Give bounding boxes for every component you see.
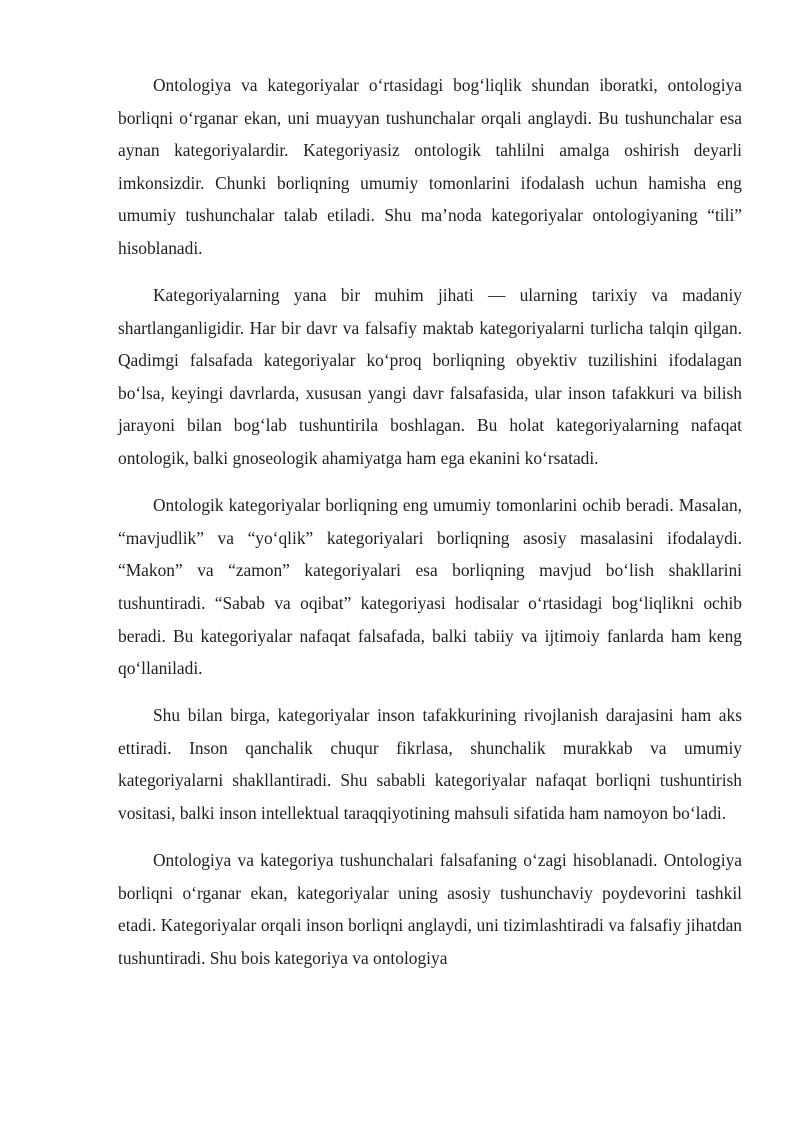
paragraph-3: Ontologik kategoriyalar borliqning eng umumiy tomonlarini ochib beradi. Masalan, “mavjudlik” va “yo‘qlik” kategoriyalari borliqning asosiy masalasini ifodalaydi. “Makon” va “zamon” kategoriyalari esa borliqning mavjud bo‘lish shakllarini tushuntiradi. “Sabab va oqibat” kategoriyasi hodisalar o‘rtasidagi bog‘liqlikni ochib beradi. Bu kategoriyalar nafaqat falsafada, balki tabiiy va ijtimoiy fanlarda ham keng qo‘llaniladi. bbox=[118, 495, 742, 679]
paragraph-1: Ontologiya va kategoriyalar o‘rtasidagi bog‘liqlik shundan iboratki, ontologiya borliqni o‘rganar ekan, uni muayyan tushunchalar orqali anglaydi. Bu tushunchalar esa aynan kategoriyalardir. Kategoriyasiz ontologik tahlilni amalga oshirish deyarli imkonsizdir. Chunki borliqning umumiy tomonlarini ifodalash uchun hamisha eng umumiy tushunchalar talab etiladi. Shu ma’noda kategoriyalar ontologiyaning “tili” hisoblanadi. bbox=[118, 75, 742, 258]
paragraph-5: Ontologiya va kategoriya tushunchalari falsafaning o‘zagi hisoblanadi. Ontologiya borliqni o‘rganar ekan, kategoriyalar uning asosiy tushunchaviy poydevorini tashkil etadi. Kategoriyalar orqali inson borliqni anglaydi, uni tizimlashtiradi va falsafiy jihatdan tushuntiradi. Shu bois kategoriya va ontologiya bbox=[118, 850, 742, 968]
paragraph-2: Kategoriyalarning yana bir muhim jihati — ularning tarixiy va madaniy shartlanganligidir. Har bir davr va falsafiy maktab kategoriyalarni turlicha talqin qilgan. Qadimgi falsafada kategoriyalar ko‘proq borliqning obyektiv tuzilishini ifodalagan bo‘lsa, keyingi davrlarda, xususan yangi davr falsafasida, ular inson tafakkuri va bilish jarayoni bilan bog‘lab tushuntirila boshlagan. Bu holat kategoriyalarning nafaqat ontologik, balki gnoseologik ahamiyatga ham ega ekanini ko‘rsatadi. bbox=[118, 285, 742, 469]
document-page bbox=[118, 69, 742, 989]
paragraph-4: Shu bilan birga, kategoriyalar inson tafakkurining rivojlanish darajasini ham aks ettiradi. Inson qanchalik chuqur fikrlasa, shunchalik murakkab va umumiy kategoriyalarni shakllantiradi. Shu sababli kategoriyalar nafaqat borliqni tushuntirish vositasi, balki inson intellektual taraqqiyotining mahsuli sifatida ham namoyon bo‘ladi. bbox=[118, 705, 742, 823]
